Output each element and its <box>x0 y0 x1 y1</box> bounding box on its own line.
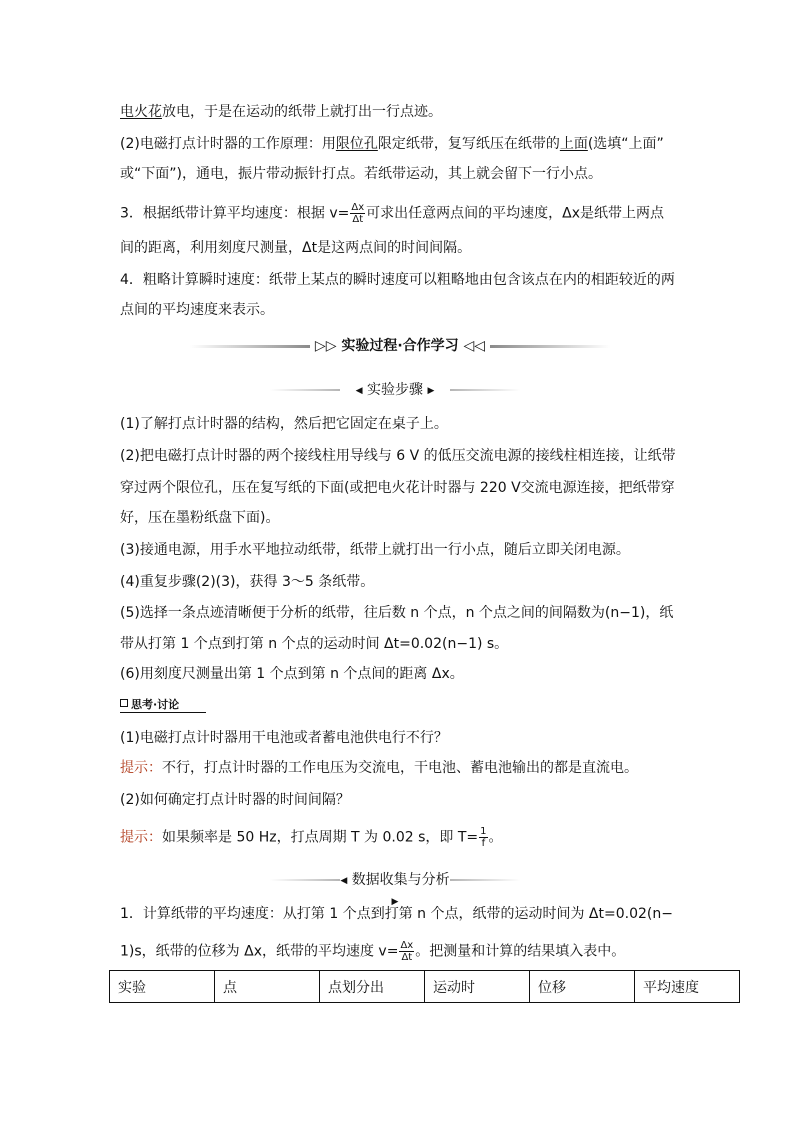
answer-text: 不行，打点计时器的工作电压为交流电，干电池、蓄电池输出的都是直流电。 <box>162 760 638 776</box>
step-2a: (2)把电磁打点计时器的两个接线柱用导线与 6 V 的低压交流电源的接线柱相连接，让纸带 <box>120 448 676 464</box>
text-span: 。把测量和计算的结果填入表中。 <box>415 943 626 960</box>
data-table <box>109 970 740 1003</box>
hint-label: 提示： <box>120 829 162 846</box>
arrow-right-icon: ▶ <box>391 897 399 907</box>
text-line: 点间的平均速度来表示。 <box>120 302 274 318</box>
table-header-cell: 运动时 <box>425 971 530 1003</box>
data-line-2 <box>120 940 680 963</box>
text-span: (选填“上面” <box>587 136 664 152</box>
step-4: (4)重复步骤(2)(3)，获得 3～5 条纸带。 <box>120 574 375 590</box>
arrow-left-icon: ◀ <box>340 876 348 886</box>
underlined-term: 上面 <box>559 136 588 152</box>
fraction-numerator: 1 <box>480 826 487 837</box>
banner-bar-left <box>270 879 340 881</box>
fraction-v <box>399 940 414 963</box>
subsection-banner <box>270 870 520 907</box>
text-line: 间的距离，利用刻度尺测量，Δt是这两点间的时间间隔。 <box>120 240 472 256</box>
text-span: 放电，于是在运动的纸带上就打出一行点迹。 <box>162 104 442 120</box>
data-line-1: 1．计算纸带的平均速度：从打第 1 个点到打第 n 个点，纸带的运动时间为 Δt=0.02(n− <box>120 906 673 922</box>
banner-bar-right <box>450 879 520 881</box>
banner-bar-left <box>190 345 310 348</box>
text-span: 限定纸带，复写纸压在纸带的 <box>377 136 560 152</box>
step-5a: (5)选择一条点迹清晰便于分析的纸带，往后数 n 个点，n 个点之间的间隔数为(n−1)，纸 <box>120 605 674 621</box>
table-header-row <box>110 971 740 1003</box>
question-1: (1)电磁打点计时器用干电池或者蓄电池供电行不行？ <box>120 730 448 746</box>
table-header-cell: 点 <box>215 971 320 1003</box>
arrow-right-icon: ▶ <box>427 386 435 396</box>
hint-label: 提示： <box>120 760 162 776</box>
step-1: (1)了解打点计时器的结构，然后把它固定在桌子上。 <box>120 416 448 432</box>
text-span: 3．根据纸带计算平均速度：根据 v= <box>120 205 350 222</box>
banner-bar-right <box>450 389 520 391</box>
fraction-denominator: Δt <box>352 214 364 225</box>
banner-bar-left <box>270 389 340 391</box>
subsection-title-text: 数据收集与分析 <box>351 872 450 888</box>
text-line <box>120 202 680 225</box>
text-span: 可求出任意两点间的平均速度，Δx是纸带上两点 <box>366 205 665 222</box>
underlined-term: 限位孔 <box>335 136 378 152</box>
step-2c: 好，压在墨粉纸盘下面)。 <box>120 510 280 526</box>
subsection-banner <box>270 380 520 400</box>
answer-2 <box>120 826 680 849</box>
underlined-term: 电火花 <box>120 104 162 120</box>
step-5b: 带从打第 1 个点到打第 n 个点的运动时间 Δt=0.02(n−1) s。 <box>120 636 509 652</box>
answer-text: 如果频率是 50 Hz，打点周期 T 为 0.02 s，即 T= <box>162 829 479 846</box>
fraction-denominator: Δt <box>401 952 413 963</box>
square-icon <box>120 699 128 707</box>
table-header-cell: 平均速度 <box>635 971 740 1003</box>
answer-text: 。 <box>488 829 503 846</box>
subsection-title-text: 实验步骤 <box>367 382 423 398</box>
question-2: (2)如何确定打点计时器的时间间隔？ <box>120 792 350 808</box>
table-header-cell: 位移 <box>530 971 635 1003</box>
fraction-1-over-f <box>479 826 487 849</box>
text-span: (2)电磁打点计时器的工作原理：用 <box>120 136 336 152</box>
step-3: (3)接通电源，用手水平地拉动纸带，纸带上就打出一行小点，随后立即关闭电源。 <box>120 542 630 558</box>
text-line: 或“下面”)，通电，振片带动振针打点。若纸带运动，其上就会留下一行小点。 <box>120 166 602 182</box>
fraction-v <box>350 202 365 225</box>
subsection-title <box>340 380 450 401</box>
fraction-numerator: Δx <box>400 940 414 951</box>
step-2b: 穿过两个限位孔，压在复写纸的下面(或把电火花计时器与 220 V交流电源连接，把纸带穿 <box>120 480 675 496</box>
answer-1 <box>120 758 680 778</box>
section-title: ▷▷ 实验过程·合作学习 ◁◁ <box>314 338 486 354</box>
table-header-cell: 点划分出 <box>320 971 425 1003</box>
text-line <box>120 102 680 122</box>
think-discuss-label <box>120 697 179 713</box>
banner-bar-right <box>490 345 610 348</box>
fraction-numerator: Δx <box>351 202 365 213</box>
text-line <box>120 134 680 154</box>
fraction-denominator: f <box>481 838 486 849</box>
think-discuss-text: 思考·讨论 <box>131 698 180 711</box>
text-span: 1)s，纸带的位移为 Δx，纸带的平均速度 v= <box>120 943 399 960</box>
label-underline <box>120 712 206 713</box>
section-banner <box>190 336 610 356</box>
table-header-cell: 实验 <box>110 971 215 1003</box>
step-6: (6)用刻度尺测量出第 1 个点到第 n 个点间的距离 Δx。 <box>120 666 464 682</box>
arrow-left-icon: ◀ <box>355 386 363 396</box>
text-line: 4．粗略计算瞬时速度：纸带上某点的瞬时速度可以粗略地由包含该点在内的相距较近的两 <box>120 272 675 288</box>
